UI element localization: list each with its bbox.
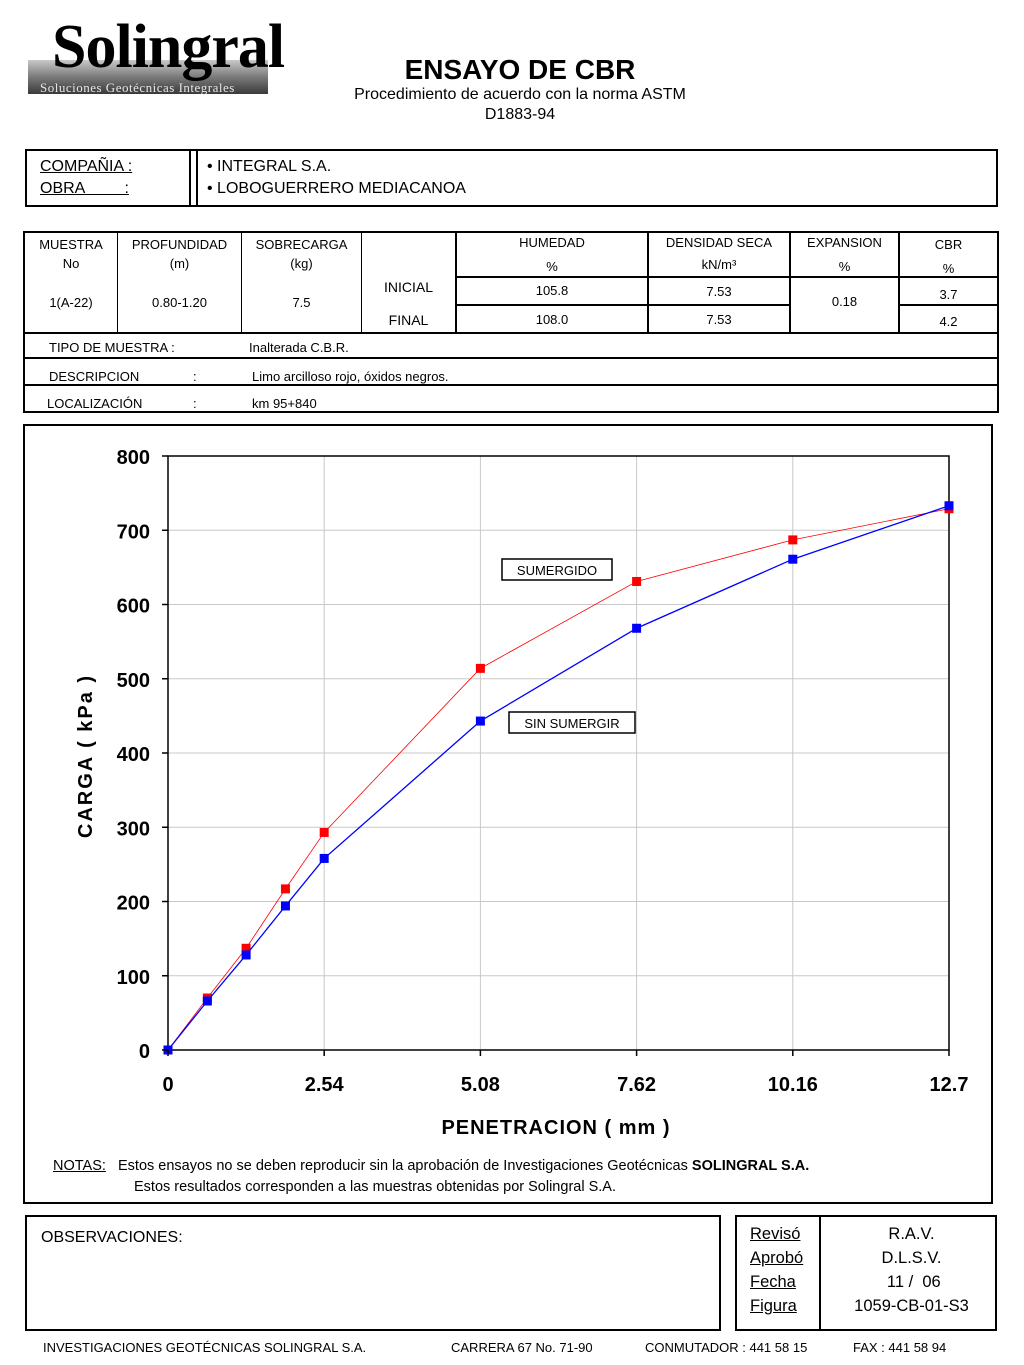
company-box	[25, 149, 998, 207]
localizacion-label: LOCALIZACIÓN	[47, 396, 143, 411]
figura-value: 1059-CB-01-S3	[854, 1297, 969, 1315]
header-muestra-unit: No	[62, 256, 80, 271]
point-sumergido-7	[788, 535, 797, 544]
header-sobrecarga-label: SOBRECARGA	[255, 237, 348, 252]
tipo-value: Inalterada C.B.R.	[249, 340, 349, 355]
x-tick-label-0: 0	[162, 1074, 174, 1096]
descripcion-value: Limo arcilloso rojo, óxidos negros.	[252, 369, 449, 384]
y-tick-label-5: 500	[116, 669, 150, 692]
header-cbr-unit: %	[942, 261, 955, 276]
ticks-layer	[117, 447, 969, 1096]
value-expansion: 0.18	[831, 294, 858, 309]
value-profundidad: 0.80-1.20	[152, 295, 207, 310]
value-muestra: 1(A-22)	[49, 295, 93, 310]
value-cbr-inicial: 3.7	[939, 287, 958, 302]
footer-fax: FAX : 441 58 94	[853, 1340, 947, 1355]
header-cbr: CBR	[934, 237, 963, 252]
x-tick-label-3: 7.62	[617, 1074, 657, 1096]
series-line-sin-sumergir	[168, 506, 949, 1050]
header-profundidad-label: PROFUNDIDAD	[131, 237, 228, 252]
y-tick-label-4: 400	[116, 744, 150, 766]
fecha-value: 11 / 06	[882, 1273, 941, 1291]
x-tick-label-4: 10.16	[767, 1074, 818, 1096]
value-sobrecarga: 7.5	[292, 295, 311, 310]
sample-data-table	[23, 231, 999, 413]
value-humedad-inicial: 105.8	[535, 283, 569, 298]
signoff-box	[735, 1215, 997, 1331]
value-densidad-final: 7.53	[706, 312, 732, 327]
y-axis-label: CARGA ( kPa )	[75, 673, 97, 839]
signoff-divider	[819, 1217, 821, 1329]
grid-layer	[168, 456, 949, 1050]
solingral-logo	[28, 13, 285, 96]
descripcion-colon: :	[193, 369, 197, 384]
notes-text-1: Estos ensayos no se deben reproducir sin la aprobación de Investigaciones Geotécnicas	[118, 1158, 692, 1174]
header-muestra-label: MUESTRA	[39, 237, 103, 252]
cbr-chart	[25, 426, 991, 1202]
x-tick-label-5: 12.7	[929, 1074, 969, 1096]
notes	[53, 1156, 809, 1198]
company-label: COMPAÑIA :	[40, 158, 133, 175]
point-sin-sumergir-1	[203, 996, 212, 1005]
value-densidad-inicial: 7.53	[706, 284, 732, 299]
table-inicial-sep	[455, 304, 790, 306]
descripcion-label: DESCRIPCION	[49, 369, 140, 384]
header-profundidad-unit: (m)	[169, 256, 190, 271]
y-tick-label-3: 300	[116, 818, 150, 841]
table-row-sep-2	[23, 357, 999, 359]
point-sin-sumergir-8	[945, 501, 954, 510]
notes-label: NOTAS:	[53, 1158, 106, 1174]
point-sin-sumergir-3	[281, 901, 290, 910]
point-sin-sumergir-4	[320, 854, 329, 863]
header-sobrecarga-unit: (kg)	[290, 256, 313, 271]
point-sumergido-6	[632, 577, 641, 586]
header-profundidad	[118, 235, 241, 273]
localizacion-colon: :	[193, 396, 197, 411]
aprobo-label: Aprobó	[750, 1249, 804, 1267]
footer-company: INVESTIGACIONES GEOTÉCNICAS SOLINGRAL S.A.	[43, 1340, 367, 1355]
observaciones-box	[25, 1215, 721, 1331]
y-tick-label-1: 100	[116, 966, 150, 989]
table-border-bottom	[23, 411, 999, 413]
header-humedad-label: HUMEDAD	[519, 235, 585, 250]
y-tick-label-2: 200	[116, 892, 150, 915]
logo-tagline: Soluciones Geotécnicas Integrales	[40, 80, 235, 95]
footer-phone: CONMUTADOR : 441 58 15	[645, 1340, 808, 1355]
y-tick-label-7: 700	[116, 521, 150, 544]
header-muestra	[25, 235, 117, 273]
subtitle-line-2: D1883-94	[484, 106, 556, 123]
y-tick-label-0: 0	[138, 1041, 150, 1063]
header-humedad	[457, 233, 647, 252]
tipo-label: TIPO DE MUESTRA :	[49, 340, 175, 355]
table-row-sep-1	[23, 332, 999, 334]
value-cbr-final: 4.2	[939, 314, 958, 329]
fecha-label: Fecha	[750, 1273, 796, 1291]
header-humedad-unit: %	[546, 259, 558, 274]
x-tick-label-1: 2.54	[304, 1074, 344, 1096]
company-value: • INTEGRAL S.A.	[207, 158, 332, 175]
table-row-sep-3	[23, 384, 999, 386]
page-title: ENSAYO DE CBR	[404, 54, 636, 85]
series-line-sumergido	[168, 509, 949, 1050]
company-divider	[189, 151, 198, 205]
annotation-sumergido: SUMERGIDO	[516, 563, 598, 578]
header-expansion: EXPANSION	[807, 235, 882, 250]
header-densidad: DENSIDAD SECA	[665, 235, 773, 250]
label-inicial: INICIAL	[383, 279, 433, 295]
notes-line-1	[53, 1156, 809, 1177]
footer-address: CARRERA 67 No. 71-90	[451, 1340, 593, 1355]
subtitle-line-1: Procedimiento de acuerdo con la norma ASTM	[354, 86, 686, 103]
label-final: FINAL	[388, 312, 429, 328]
obra-label: OBRA :	[40, 180, 129, 197]
localizacion-value: km 95+840	[252, 396, 317, 411]
notes-company: SOLINGRAL S.A.	[691, 1158, 810, 1174]
header-densidad-unit: kN/m³	[701, 257, 737, 272]
figura-label: Figura	[750, 1297, 797, 1315]
y-tick-label-8: 800	[116, 447, 150, 469]
point-sin-sumergir-6	[632, 624, 641, 633]
x-tick-label-2: 5.08	[460, 1074, 500, 1096]
point-sin-sumergir-7	[788, 555, 797, 564]
x-axis-label: PENETRACION ( mm )	[441, 1117, 671, 1139]
obra-value: • LOBOGUERRERO MEDIACANOA	[207, 180, 466, 197]
page-subtitle	[300, 85, 740, 125]
observaciones-label: OBSERVACIONES:	[41, 1229, 183, 1246]
reviso-value: R.A.V.	[888, 1225, 935, 1243]
header-sobrecarga	[242, 235, 361, 273]
point-sumergido-3	[281, 884, 290, 893]
chart-frame	[23, 424, 993, 1204]
aprobo-value: D.L.S.V.	[881, 1249, 942, 1267]
logo-name: Solingral	[52, 13, 285, 81]
annotation-sin-sumergir: SIN SUMERGIR	[524, 716, 620, 731]
point-sumergido-5	[476, 664, 485, 673]
notes-text-2: Estos resultados corresponden a las muestras obtenidas por Solingral S.A.	[134, 1179, 616, 1195]
value-humedad-final: 108.0	[535, 312, 569, 327]
series-layer	[164, 501, 954, 1054]
point-sumergido-4	[320, 828, 329, 837]
point-sin-sumergir-2	[242, 950, 251, 959]
reviso-label: Revisó	[750, 1225, 801, 1243]
header-expansion-unit: %	[838, 259, 851, 274]
point-sin-sumergir-5	[476, 717, 485, 726]
y-tick-label-6: 600	[116, 595, 150, 618]
table-cbr-sep	[898, 304, 999, 306]
